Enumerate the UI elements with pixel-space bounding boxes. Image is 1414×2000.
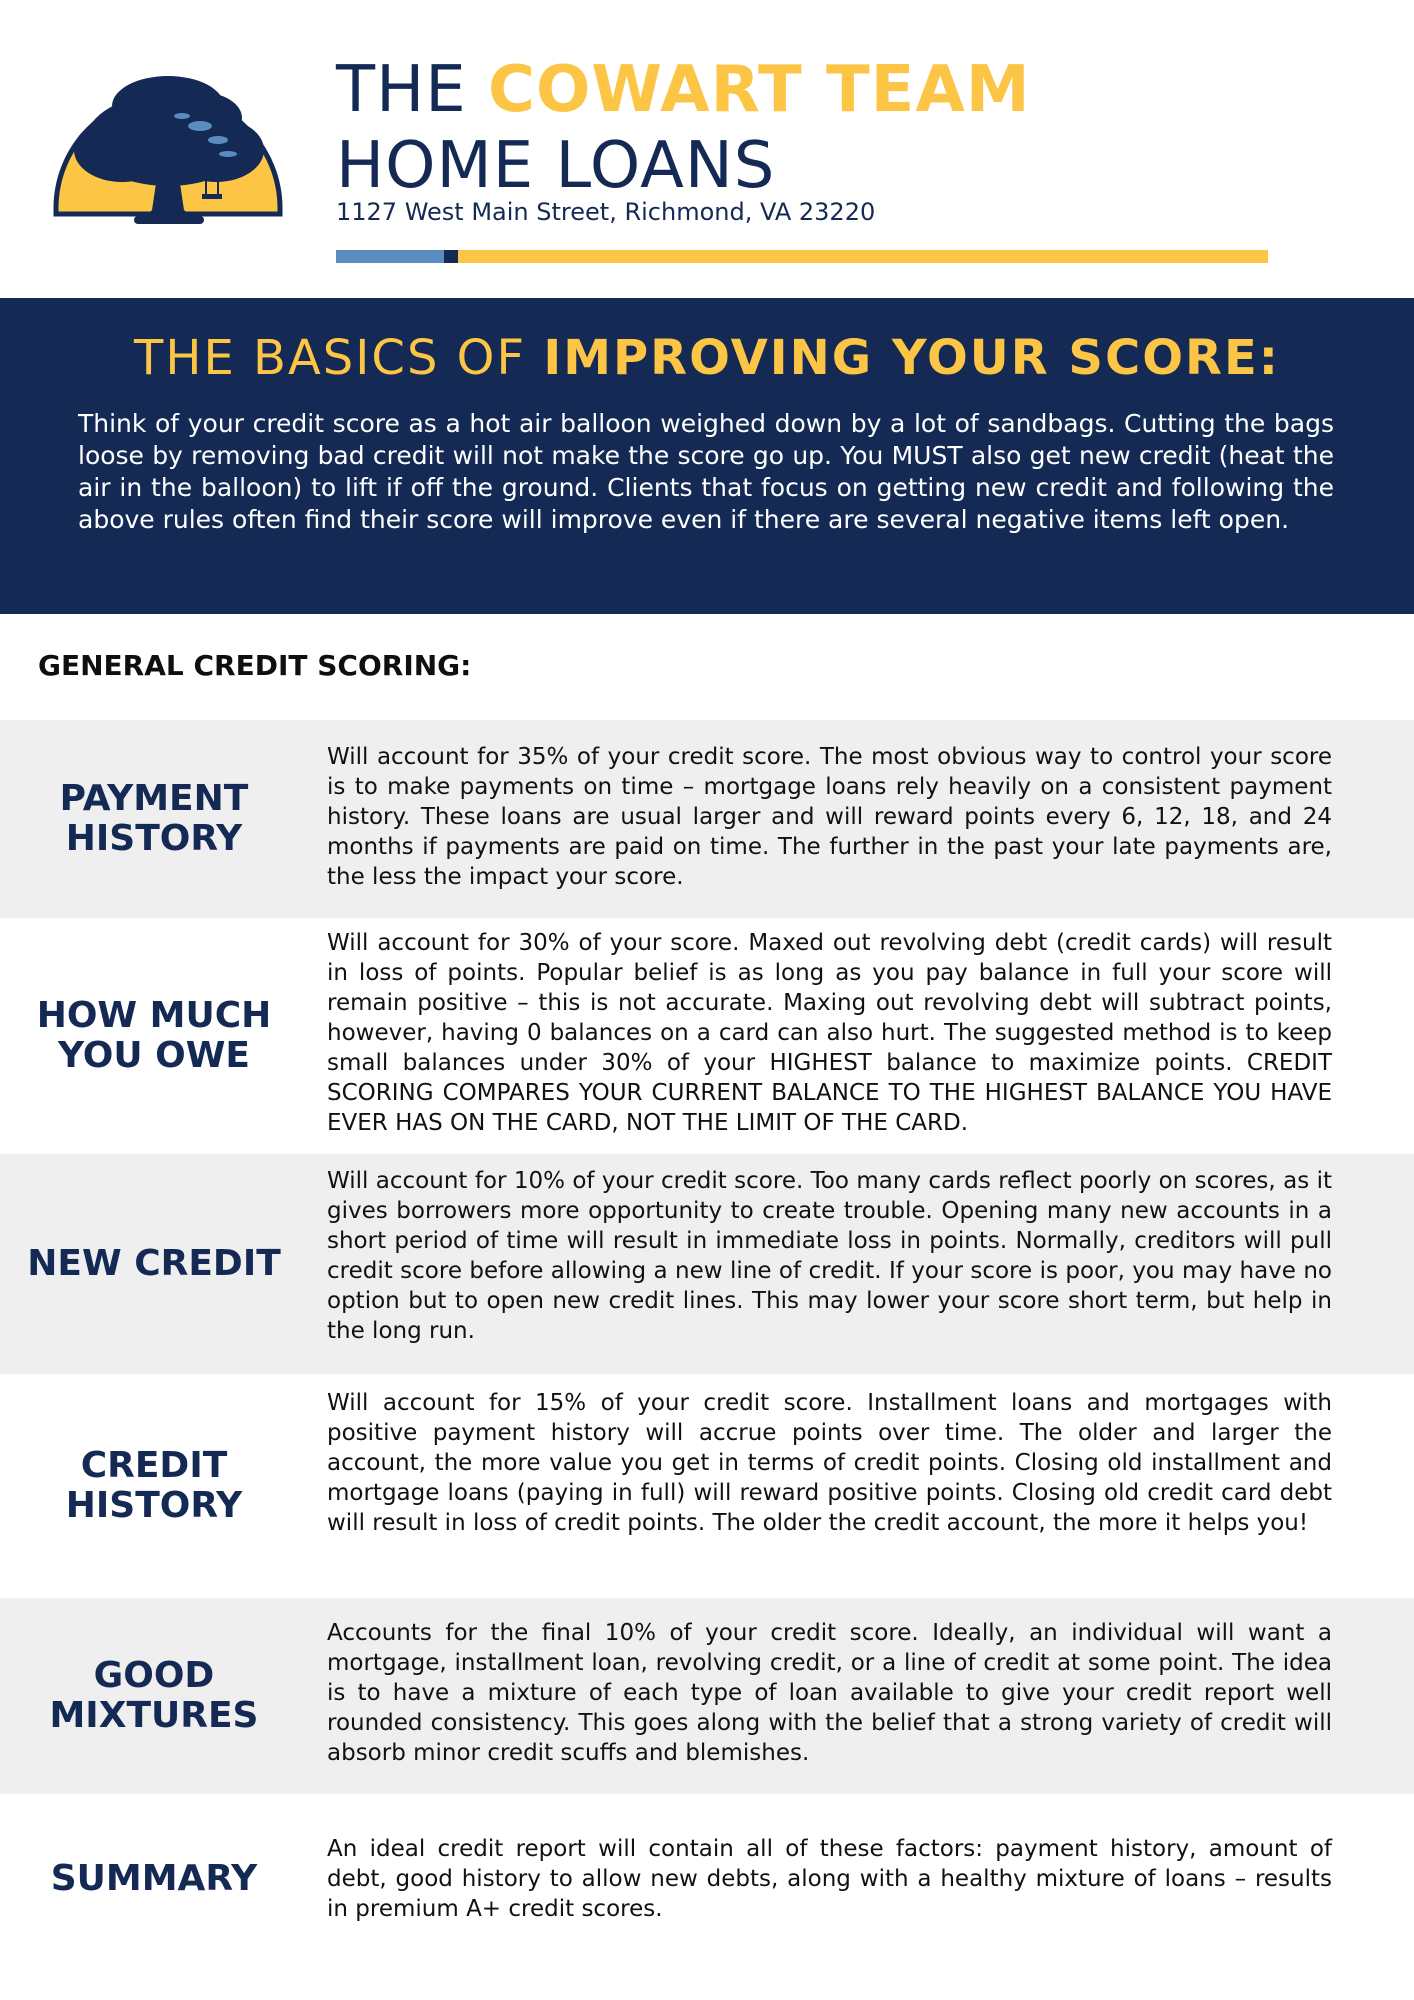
factor-row-payment-history — [0, 720, 1414, 918]
intro-banner — [0, 298, 1414, 614]
factor-text: Will account for 30% of your score. Maxed out revolving debt (credit cards) will result in loss of points. Popular belief is as long as you pay balance in full your score will remain positive – this is not accurate. Maxing out revolving debt will subtract points, however, having 0 balances on a card can also hurt. The suggested method is to keep small balances under 30% of your HIGHEST balance to maximize points. CREDIT SCORING COMPARES YOUR CURRENT BALANCE TO THE HIGHEST BALANCE YOU HAVE EVER HAS ON THE CARD, NOT THE LIMIT OF THE CARD. — [327, 930, 1332, 1136]
factor-text: An ideal credit report will contain all of these factors: payment history, amount of debt, good history to allow new debts, along with a healthy mixture of loans – results in premium A+ credit scores. — [327, 1836, 1332, 1922]
factor-text: Accounts for the final 10% of your credit score. Ideally, an individual will want a mortgage, installment loan, revolving credit, or a line of credit at some point. The idea is to have a mixture of each type of loan available to give your credit report well rounded consistency. This goes along with the belief that a strong variety of credit will absorb minor credit scuffs and blemishes. — [327, 1620, 1332, 1766]
factor-label: NEW CREDIT — [27, 1243, 281, 1284]
factor-text: Will account for 35% of your credit score. The most obvious way to control your score is to make payments on time – mortgage loans rely heavily on a consistent payment history. These loans are usual larger and will reward points every 6, 12, 18, and 24 months if payments are paid on time. The further in the past your late payments are, the less the impact your score. — [327, 744, 1332, 890]
company-name-prefix: THE — [336, 53, 467, 127]
banner-title — [0, 328, 1414, 388]
banner-title-plain: THE BASICS OF — [134, 330, 527, 386]
factor-label: PAYMENT HISTORY — [59, 778, 249, 859]
company-name — [336, 52, 1031, 128]
factor-text: Will account for 15% of your credit score. Installment loans and mortgages with positive payment history will accrue points over time. The older and larger the account, the more value you get in terms of credit points. Closing old installment and mortgage loans (paying in full) will reward positive points. Closing old credit card debt will result in loss of credit points. The older the credit account, the more it helps you! — [327, 1390, 1332, 1536]
company-address: 1127 West Main Street, Richmond, VA 23220 — [336, 198, 876, 226]
factor-row-new-credit — [0, 1154, 1414, 1374]
factor-row-credit-history — [0, 1374, 1414, 1598]
tree-logo-icon — [50, 58, 286, 228]
factor-row-how-much-you-owe — [0, 918, 1414, 1154]
factor-label: SUMMARY — [50, 1858, 258, 1899]
company-name-accent: COWART TEAM — [488, 53, 1031, 127]
banner-text: Think of your credit score as a hot air balloon weighed down by a lot of sandbags. Cutting the bags loose by removing bad credit will not make the score go up. You MUST also get new credit (heat the air in the balloon) to lift if off the ground. Clients that focus on getting new credit and following the above rules often find their score will improve even if there are several negative items left open. — [78, 409, 1334, 534]
factor-label: GOOD MIXTURES — [49, 1655, 259, 1736]
header-rule-navy — [444, 250, 458, 263]
factor-label: CREDIT HISTORY — [65, 1445, 243, 1526]
header-rule-gold — [458, 250, 1268, 263]
factor-row-good-mixtures — [0, 1598, 1414, 1794]
header-rule-blue — [336, 250, 444, 263]
banner-title-bold: IMPROVING YOUR SCORE: — [543, 330, 1280, 386]
company-subtitle: HOME LOANS — [336, 129, 776, 203]
factor-text: Will account for 10% of your credit score. Too many cards reflect poorly on scores, as it gives borrowers more opportunity to create trouble. Opening many new accounts in a short period of time will result in immediate loss in points. Normally, creditors will pull credit score before allowing a new line of credit. If your score is poor, you may have no option but to open new credit lines. This may lower your score short term, but help in the long run. — [327, 1168, 1332, 1344]
section-heading: GENERAL CREDIT SCORING: — [38, 649, 472, 682]
factor-row-summary — [0, 1794, 1414, 1964]
factor-label: HOW MUCH YOU OWE — [36, 995, 272, 1076]
